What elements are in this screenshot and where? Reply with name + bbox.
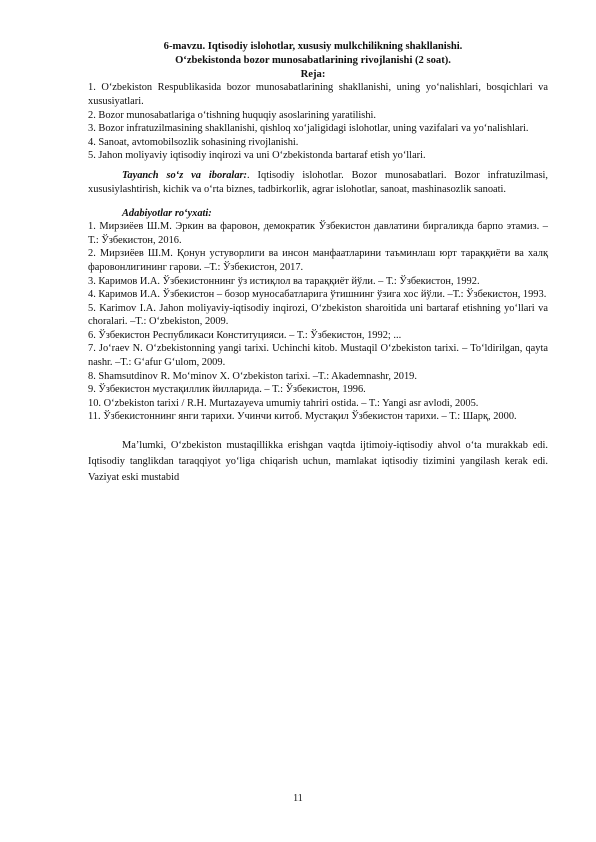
literature-item: 5. Karimov I.A. Jahon moliyaviy-iqtisodiy inqirozi, O‘zbekiston sharoitida uni bartaraf etishning yo‘llari va choralari. –T.: O‘zbekiston, 2009. [88,302,548,328]
plan-item: 4. Sanoat, avtomobilsozlik sohasining rivojlanishi. [88,136,299,148]
literature-item: 4. Каримов И.А. Ўзбекистон – бозор муносабатларига ўтишнинг ўзига хос йўли. –Т.: Ўзбекистон, 1993. [88,289,547,301]
plan-item: 2. Bozor munosabatlariga o‘tishning huquqiy asoslarining yaratilishi. [88,109,377,121]
literature-item: 11. Ўзбекистоннинг янги тарихи. Учинчи китоб. Мустақил Ўзбекистон тарихи. – Т.: Шарқ, 2000. [88,411,517,423]
page-number: 11 [293,793,303,804]
literature-item: 1. Мирзиёев Ш.М. Эркин ва фаровон, демократик Ўзбекистон давлатини биргаликда барпо этамиз. – Т.: Ўзбекистон, 2016. [88,221,548,246]
plan-item: 3. Bozor infratuzilmasining shakllanishi, qishloq xo‘jaligidagi islohotlar, uning vazifalari va yo‘nalishlari. [88,123,529,135]
literature-item: 10. O‘zbekiston tarixi / R.H. Murtazayeva umumiy tahriri ostida. – T.: Yangi asr avlodi, 2005. [88,397,479,409]
plan-item: 5. Jahon moliyaviy iqtisodiy inqirozi va uni O‘zbekistonda bartaraf etish yo‘llari. [88,150,426,162]
plan-heading: Reja: [300,68,326,80]
literature-item: 8. Shamsutdinov R. Mo‘minov X. O‘zbekiston tarixi. –T.: Akademnashr, 2019. [88,370,417,382]
page-content [88,40,548,496]
closing-paragraph: Ma’lumki, O‘zbekiston mustaqillikka erishgan vaqtda ijtimoiy-iqtisodiy ahvol o‘ta murakkab edi. Iqtisodiy tanglikdan taraqqiyot yo‘liga chiqarish uchun, mamlakat iqtisodiy tizimini yangilash kerak edi. Vaziyat eski mustabid [88,440,548,484]
literature-heading: Adabiyotlar ro‘yxati: [122,207,212,219]
plan-item: 1. O‘zbekiston Respublikasida bozor munosabatlarining shakllanishi, uning yo‘nalishlari, bosqichlari va xususiyatlari. [88,82,548,107]
literature-item: 3. Каримов И.А. Ўзбекистоннинг ўз истиқлол ва тараққиёт йўли. – Т.: Ўзбекистон, 1992. [88,275,480,287]
topic-title: 6-mavzu. Iqtisodiy islohotlar, xususiy mulkchilikning shakllanishi. [163,41,463,52]
key-terms-text: . Iqtisodiy islohotlar. Bozor munosabatlari. Bozor infratuzilmasi, xususiylashtirish, kichik va o‘rta biznes, tadbirkorlik, agrar islohotlar, sanoat, mashinasozlik sanoati. [88,169,548,195]
literature-item: 9. Ўзбекистон мустақиллик йилларида. – Т.: Ўзбекистон, 1996. [88,384,366,396]
literature-item: 7. Jo‘raev N. O‘zbekistonning yangi tarixi. Uchinchi kitob. Mustaqil O‘zbekiston tarixi. – To‘ldirilgan, qayta nashr. –T.: G‘afur G‘ulom, 2009. [88,343,548,369]
key-terms-paragraph [88,169,548,196]
literature-item: 2. Мирзиёев Ш.М. Қонун устуворлиги ва инсон манфаатларини таъминлаш юрт тараққиёти ва халқ фаровонлигининг гарови. –Т.: Ўзбекистон, 2017. [88,248,548,273]
topic-subtitle: O‘zbekistonda bozor munosabatlarining rivojlanishi (2 soat). [175,54,451,66]
key-terms-label: Tayanch so‘z va iboralar: [122,169,248,181]
literature-item: 6. Ўзбекистон Республикаси Конституцияси. – Т.: Ўзбекистон, 1992; ... [88,329,402,341]
